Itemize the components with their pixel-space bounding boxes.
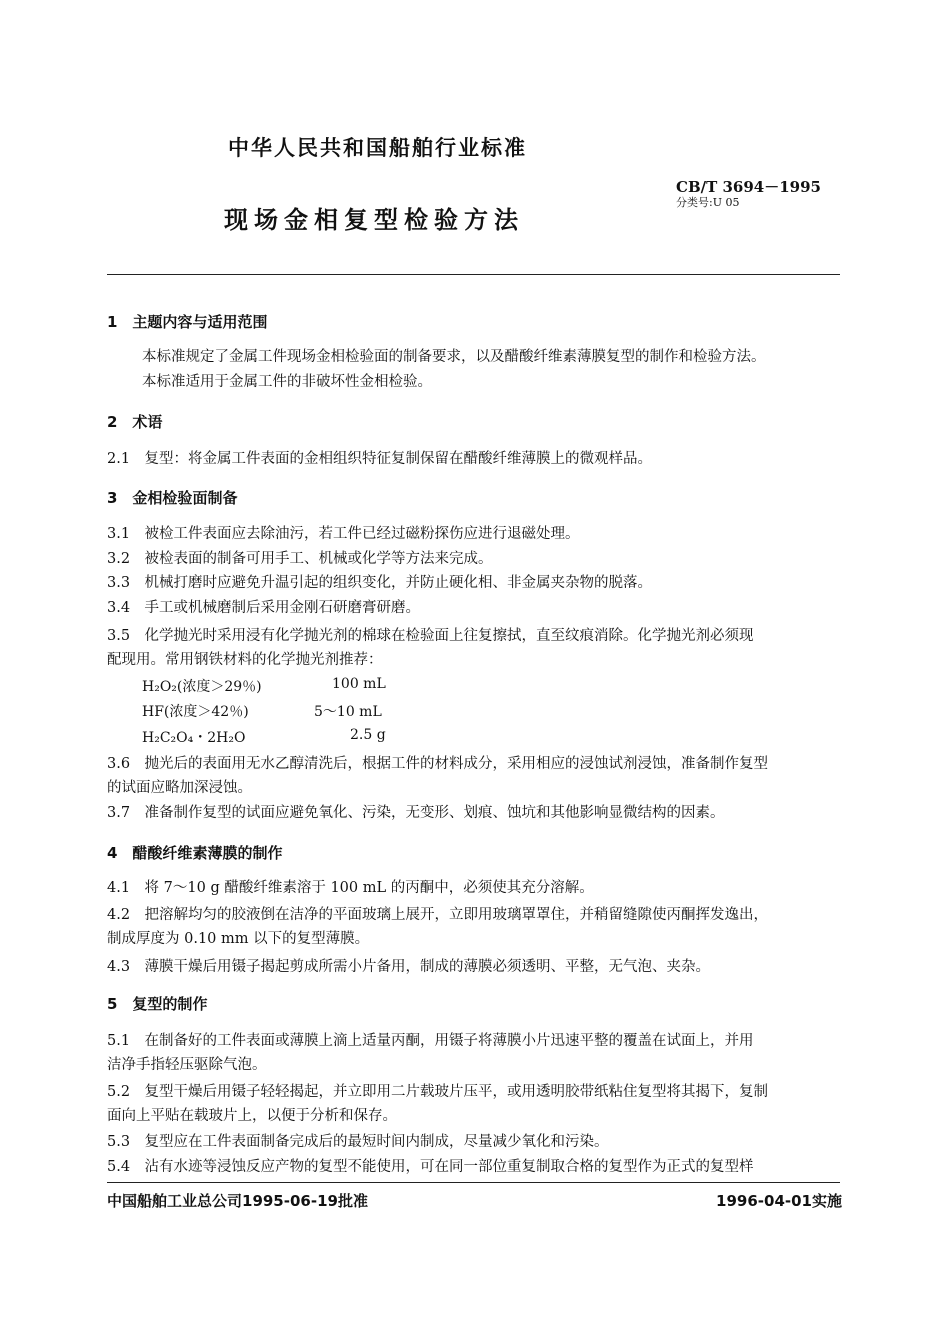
clause-5-2-line-1: 5.2 复型干燥后用镊子轻轻揭起，并立即用二片载玻片压平，或用透明胶带纸粘住复型将其揭下，复制 xyxy=(107,1084,769,1100)
section-1-paragraph-1: 本标准规定了金属工件现场金相检验面的制备要求，以及醋酸纤维素薄膜复型的制作和检验方法。 xyxy=(142,349,766,365)
standard-code: CB/T 3694－1995 xyxy=(676,178,821,196)
clause-3-5-line-1: 3.5 化学抛光时采用浸有化学抛光剂的棉球在检验面上往复擦拭，直至纹痕消除。化学抛光剂必须现 xyxy=(107,628,754,644)
clause-5-1-line-1: 5.1 在制备好的工件表面或薄膜上滴上适量丙酮，用镊子将薄膜小片迅速平整的覆盖在试面上，并用 xyxy=(107,1033,754,1049)
clause-4-2-line-1: 4.2 把溶解均匀的胶液倒在洁净的平面玻璃上展开，立即用玻璃罩罩住，并稍留缝隙使丙酮挥发逸出， xyxy=(107,907,769,923)
formula-amount: 2.5 g xyxy=(350,727,386,743)
section-4-heading: 4 醋酸纤维素薄膜的制作 xyxy=(107,844,283,862)
clause-3-2: 3.2 被检表面的制备可用手工、机械或化学等方法来完成。 xyxy=(107,551,493,567)
clause-2-1: 2.1 复型：将金属工件表面的金相组织特征复制保留在醋酸纤维薄膜上的微观样品。 xyxy=(107,451,653,467)
clause-5-4: 5.4 沾有水迹等浸蚀反应产物的复型不能使用，可在同一部位重复制取合格的复型作为正式的复型样 xyxy=(107,1159,754,1175)
effective-date: 1996-04-01实施 xyxy=(716,1192,842,1210)
clause-3-3: 3.3 机械打磨时应避免升温引起的组织变化，并防止硬化相、非金属夹杂物的脱落。 xyxy=(107,575,653,591)
footer-divider xyxy=(107,1182,840,1183)
clause-5-1-line-2: 洁净手指轻压驱除气泡。 xyxy=(107,1057,267,1073)
clause-5-3: 5.3 复型应在工件表面制备完成后的最短时间内制成，尽量减少氧化和污染。 xyxy=(107,1134,609,1150)
classification-code: 分类号:U 05 xyxy=(676,196,740,209)
clause-3-5-line-2: 配现用。常用钢铁材料的化学抛光剂推荐： xyxy=(107,652,383,668)
section-1-heading: 1 主题内容与适用范围 xyxy=(107,313,268,331)
clause-4-3: 4.3 薄膜干燥后用镊子揭起剪成所需小片备用，制成的薄膜必须透明、平整，无气泡、夹杂。 xyxy=(107,959,711,975)
formula-name: H₂O₂(浓度＞29％) xyxy=(142,679,262,695)
approval-date: 中国船舶工业总公司1995-06-19批准 xyxy=(107,1192,368,1210)
formula-name: HF(浓度＞42％) xyxy=(142,704,249,720)
doc-title: 现场金相复型检验方法 xyxy=(224,206,524,234)
formula-amount: 5～10 mL xyxy=(314,704,382,720)
clause-3-6-line-1: 3.6 抛光后的表面用无水乙醇清洗后，根据工件的材料成分，采用相应的浸蚀试剂浸蚀，准备制作复型 xyxy=(107,756,769,772)
org-title: 中华人民共和国船舶行业标准 xyxy=(228,136,527,160)
section-1-paragraph-2: 本标准适用于金属工件的非破坏性金相检验。 xyxy=(142,374,432,390)
clause-3-7: 3.7 准备制作复型的试面应避免氧化、污染，无变形、划痕、蚀坑和其他影响显微结构的因素。 xyxy=(107,805,725,821)
section-3-heading: 3 金相检验面制备 xyxy=(107,489,238,507)
formula-amount: 100 mL xyxy=(332,676,386,692)
clause-3-1: 3.1 被检工件表面应去除油污，若工件已经过磁粉探伤应进行退磁处理。 xyxy=(107,526,580,542)
formula-name: H₂C₂O₄・2H₂O xyxy=(142,730,246,746)
header-divider xyxy=(107,274,840,275)
clause-4-1: 4.1 将 7～10 g 醋酸纤维素溶于 100 mL 的丙酮中，必须使其充分溶解。 xyxy=(107,880,594,896)
clause-3-6-line-2: 的试面应略加深浸蚀。 xyxy=(107,780,252,796)
clause-4-2-line-2: 制成厚度为 0.10 mm 以下的复型薄膜。 xyxy=(107,931,370,947)
section-5-heading: 5 复型的制作 xyxy=(107,995,208,1013)
clause-5-2-line-2: 面向上平贴在载玻片上，以便于分析和保存。 xyxy=(107,1108,397,1124)
clause-3-4: 3.4 手工或机械磨制后采用金刚石研磨膏研磨。 xyxy=(107,600,421,616)
section-2-heading: 2 术语 xyxy=(107,413,163,431)
